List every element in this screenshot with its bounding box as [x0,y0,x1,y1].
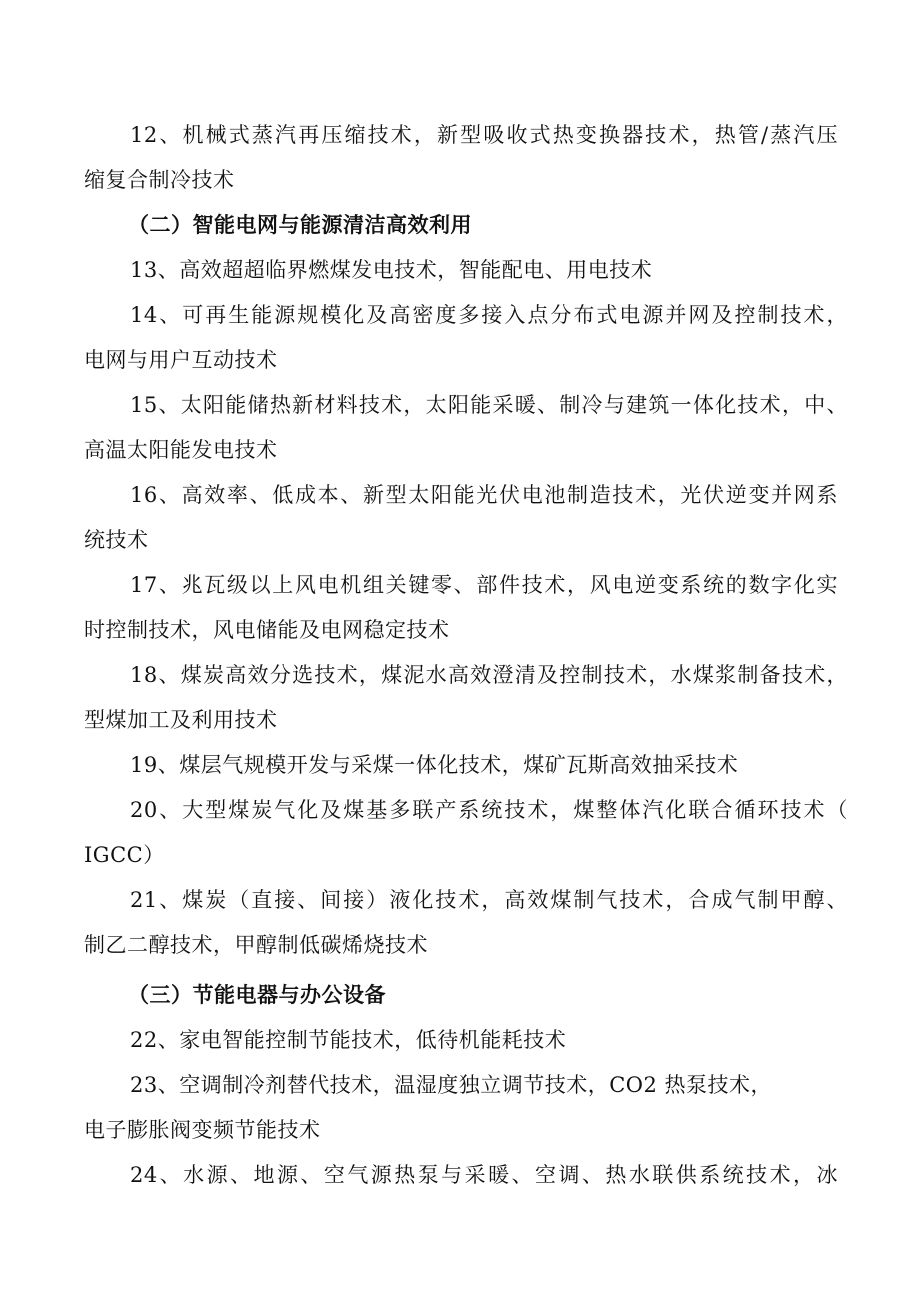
section-heading-3: （三）节能电器与办公设备 [128,983,386,1007]
item-20-line-2: IGCC） [84,843,165,867]
item-12-line-1: 12、机械式蒸汽再压缩技术，新型吸收式热变换器技术，热管/蒸汽压 [130,123,838,147]
item-14-line-1: 14、可再生能源规模化及高密度多接入点分布式电源并网及控制技术， [130,303,848,327]
item-13-line-1: 13、高效超超临界燃煤发电技术，智能配电、用电技术 [130,258,653,282]
item-17-line-1: 17、兆瓦级以上风电机组关键零、部件技术，风电逆变系统的数字化实 [130,573,838,597]
item-12-line-2: 缩复合制冷技术 [84,168,235,192]
item-21-line-2: 制乙二醇技术，甲醇制低碳烯烧技术 [84,933,428,957]
item-18-line-1: 18、煤炭高效分选技术，煤泥水高效澄清及控制技术，水煤浆制备技术， [130,663,848,687]
item-20-line-1: 20、大型煤炭气化及煤基多联产系统技术，煤整体汽化联合循环技术（ [130,798,848,822]
item-18-line-2: 型煤加工及利用技术 [84,708,278,732]
section-heading-2: （二）智能电网与能源清洁高效利用 [128,213,472,237]
item-19-line-1: 19、煤层气规模开发与采煤一体化技术，煤矿瓦斯高效抽采技术 [130,753,739,777]
item-21-line-1: 21、煤炭（直接、间接）液化技术，高效煤制气技术，合成气制甲醇、 [130,888,848,912]
item-23-line-1: 23、空调制冷剂替代技术，温湿度独立调节技术，CO2 热泵技术， [130,1073,773,1097]
item-22-line-1: 22、家电智能控制节能技术，低待机能耗技术 [130,1028,567,1052]
item-17-line-2: 时控制技术，风电储能及电网稳定技术 [84,618,450,642]
item-15-line-2: 高温太阳能发电技术 [84,438,278,462]
item-16-line-1: 16、高效率、低成本、新型太阳能光伏电池制造技术，光伏逆变并网系 [130,483,838,507]
item-16-line-2: 统技术 [84,528,149,552]
item-14-line-2: 电网与用户互动技术 [84,348,278,372]
item-23-line-2: 电子膨胀阀变频节能技术 [84,1118,321,1142]
item-15-line-1: 15、太阳能储热新材料技术，太阳能采暖、制冷与建筑一体化技术，中、 [130,393,848,417]
item-24-line-1: 24、水源、地源、空气源热泵与采暖、空调、热水联供系统技术，冰 [130,1163,838,1187]
